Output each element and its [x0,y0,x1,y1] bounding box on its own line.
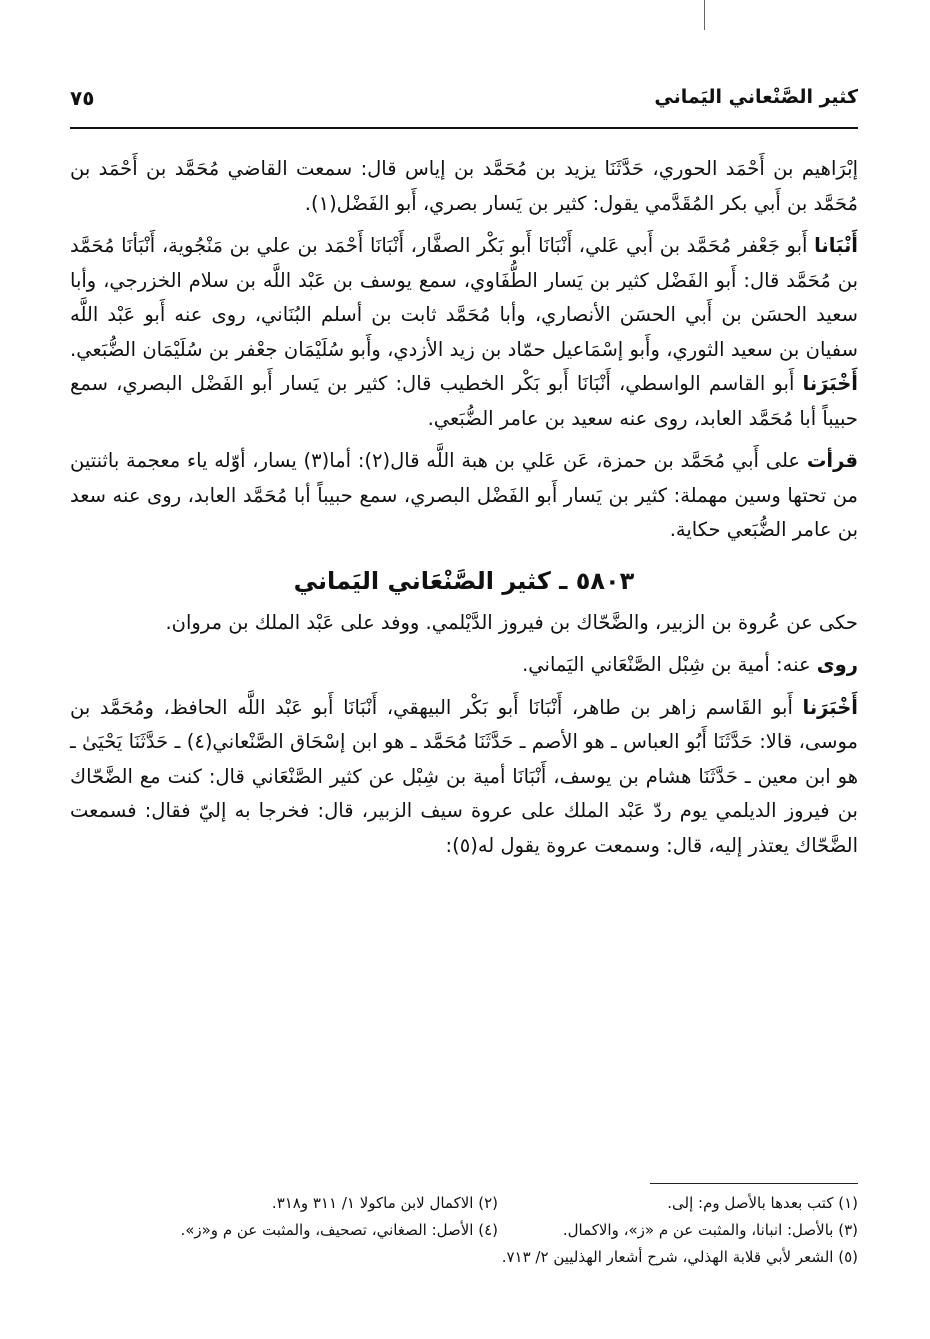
header-rule [70,127,858,129]
paragraph-1 [70,152,858,221]
scan-mark-line [704,0,705,30]
footnote-row-1 [150,1190,858,1217]
paragraph-6 [70,691,858,864]
footnotes [150,1190,858,1271]
paragraph-2-text: أَبو جَعْفر مُحَمَّد بن أَبي عَلي، أَنْبَانَا أَبو بَكْر الصفَّار، أَنْبَانَا أَحْمَد بن علي بن مَنْجُوية، أَنْبَأنَا مُحَمَّد بن مُحَمَّد قال: أَبو الفَضْل كثير بن يَسار الطُّفَاوي، سمع يوسف بن عَبْد اللَّه بن سلام الخزرجي، وأبا سعيد الحسَن بن أَبي الحسَن الأنصاري، وأبا مُحَمَّد ثابت بن أسلم البُنَاني، روى عنه أَبو عَبْد اللَّه سفيان بن سعيد الثوري، وأَبو إسْمَاعيل حمّاد بن زيد الأزدي، وأَبو سُلَيْمَان جعْفر بن سُلَيْمَان الضُّبَعي. [70,234,858,361]
footnote-5: (٥) الشعر لأبي قلابة الهذلي، شرح أشعار الهذليين ٢/ ٧١٣. [501,1248,858,1266]
footnote-rule [650,1183,858,1184]
paragraph-6-text: أَبو القَاسم زاهر بن طاهر، أَنْبَانَا أَبو بَكْر البيهقي، أَنْبَانَا أَبو عَبْد اللَّه الحافظ، ومُحَمَّد بن موسى، قالا: حَدَّثَنَا أَبُو العباس ـ هو الأصم ـ حَدَّثَنَا مُحَمَّد ـ هو ابن إسْحَاق الصَّنْعاني(٤) ـ حَدَّثَنَا يَحْيَىٰ ـ هو ابن معين ـ حَدَّثَنَا هشام بن يوسف، أَنْبَانَا أمية بن شِبْل عن كثير الصَّنْعَاني قال: كنت مع الضَّحّاك بن فيروز الديلمي يوم ردّ عَبْد الملك على عروة سيف الزبير، قال: فخرجا به إليّ فقال: فسمعت الضَّحّاك يعتذر إليه، قال: وسمعت عروة يقول له(٥): [70,695,858,857]
footnote-4: (٤) الأصل: الصغاني، تصحيف، والمثبت عن م و«ز». [180,1221,498,1239]
paragraph-3-lead: قرأت [806,449,858,472]
paragraph-6-lead: أَخْبَرَنا [802,695,858,719]
footnote-row-3 [150,1244,858,1271]
footnote-3: (٣) بالأصل: انبانا، والمثبت عن م «ز»، والاكمال. [562,1221,858,1239]
paragraph-5 [70,648,858,683]
entry-heading: ٥٨٠٣ ـ كثير الصَّنْعَاني اليَماني [293,566,635,595]
paragraph-3-text: على أَبي مُحَمَّد بن حمزة، عَن عَلي بن هبة اللَّه قال(٢): أما(٣) يسار، أوّله ياء معجمة باثنتين من تحتها وسين مهملة: كثير بن يَسار أَبو الفَضْل البصري، سمع حبيباً أبا مُحَمَّد العابد، روى عنه سعد بن عامر الضُّبَعي حكاية. [70,449,858,541]
paragraph-3 [70,444,858,548]
paragraph-2-lead-2: أَخْبَرَنا [802,372,858,395]
page-number: ٧٥ [70,86,95,110]
running-head: كثير الصَّنْعاني اليَماني [654,86,858,108]
paragraph-4-text: حكى عن عُروة بن الزبير، والضَّحّاك بن فيروز الدَّيْلمي. ووفد على عَبْد الملك بن مروان. [165,610,858,634]
paragraph-2-text-b: أَبو القاسم الواسطي، أَنْبَانَا أَبو بَكْر الخطيب قال: كثير بن يَسار أَبو الفَضْل البصري، سمع حبيباً أبا مُحَمَّد العابد، روى عنه سعيد بن عامر الضُّبَعي. [70,372,858,430]
footnote-row-2 [150,1217,858,1244]
paragraph-5-lead: روى [816,653,858,676]
paragraph-2 [70,229,858,436]
paragraph-1-text: إبْرَاهيم بن أَحْمَد الحوري، حَدَّثَنَا يزيد بن مُحَمَّد بن إياس قال: سمعت القاضي مُحَمَّد بن أَحْمَد بن مُحَمَّد بن أَبي بكر المُقَدَّمي يقول: كثير بن يَسار بصري، أَبو الفَضْل(١). [70,157,858,215]
paragraph-4 [70,606,858,641]
paragraph-5-text: عنه: أمية بن شِبْل الصَّنْعَاني اليَماني. [522,653,817,676]
page-header [70,86,858,120]
footnote-1: (١) كتب بعدها بالأصل وم: إلى. [667,1194,858,1212]
main-text [70,152,858,863]
paragraph-2-lead: أَنْبَانا [814,234,858,257]
footnote-2: (٢) الاكمال لابن ماكولا ١/ ٣١١ و٣١٨. [271,1194,498,1212]
